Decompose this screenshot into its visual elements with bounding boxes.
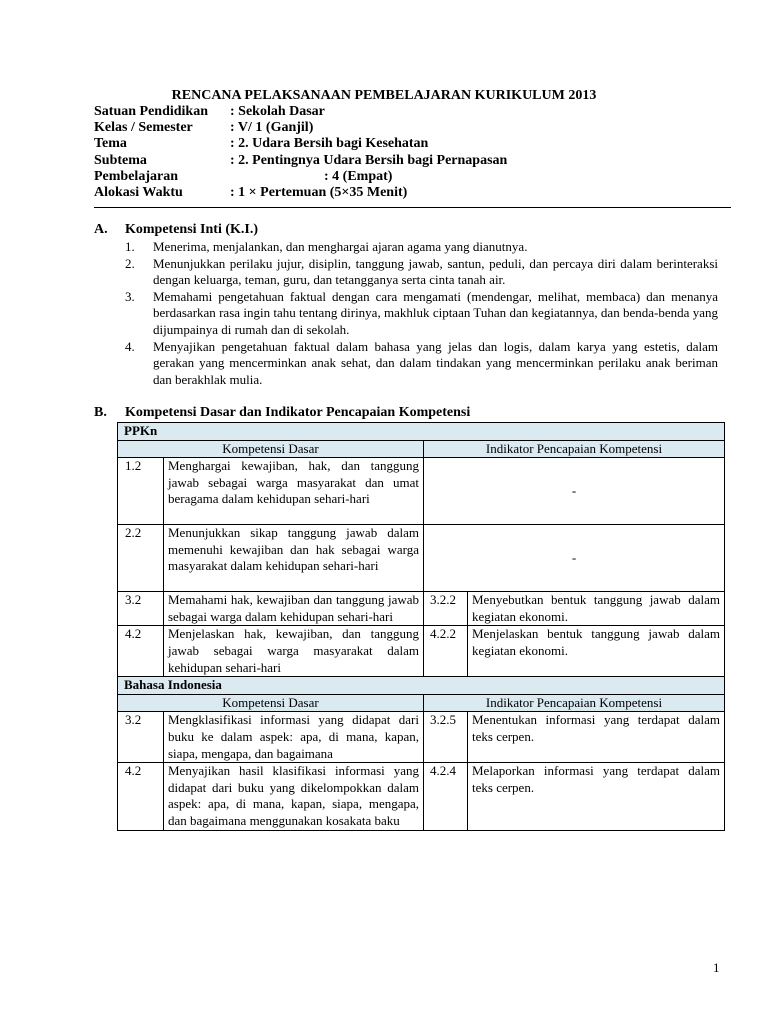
list-number: 2. [125,255,135,271]
kd-text: Memahami hak, kewajiban dan tanggung jawab sebagai warga dalam kehidupan sehari-hari [164,592,424,626]
identity-label: Satuan Pendidikan [94,104,208,119]
kompetensi-inti-list [125,239,718,388]
table-row [118,712,725,763]
column-header-kd: Kompetensi Dasar [118,694,424,712]
kd-number: 4.2 [118,763,164,830]
kd-number: 4.2 [118,626,164,677]
identity-block [94,104,734,201]
list-text: Menyajikan pengetahuan faktual dalam bahasa yang jelas dan logis, dalam karya yang estetis, dalam gerakan yang mencerminkan anak sehat, dan dalam tindakan yang mencerminkan perilaku anak beriman dan berakhlak mulia. [153,338,718,387]
list-number: 4. [125,338,135,354]
identity-label: Subtema [94,152,147,168]
identity-row [94,169,734,185]
horizontal-rule [94,207,731,208]
identity-row [94,153,734,169]
identity-value: : 4 (Empat) [324,168,393,184]
identity-label: Alokasi Waktu [94,184,183,200]
section-title: Kompetensi Dasar dan Indikator Pencapaian Kompetensi [125,405,471,420]
subject-name: PPKn [118,423,725,441]
table-row [118,592,725,626]
identity-value: : 2. Pentingnya Udara Bersih bagi Pernapasan [230,152,508,168]
list-number: 1. [125,239,135,254]
identity-value: : Sekolah Dasar [230,104,325,119]
list-text: Menunjukkan perilaku jujur, disiplin, tanggung jawab, santun, peduli, dan percaya diri dalam berinteraksi dengan keluarga, teman, guru, dan tetangganya serta cinta tanah air. [153,255,718,288]
indicator-number: 4.2.2 [424,626,468,677]
indicator-text: - [424,458,725,525]
kompetensi-dasar-table [117,422,725,831]
indicator-text: Menyebutkan bentuk tanggung jawab dalam kegiatan ekonomi. [468,592,725,626]
table-row [118,763,725,830]
kd-number: 2.2 [118,525,164,592]
indicator-number: 3.2.5 [424,712,468,763]
indicator-text: - [424,525,725,592]
list-text: Memahami pengetahuan faktual dengan cara mengamati (mendengar, melihat, membaca) dan menanya berdasarkan rasa ingin tahu tentang dirinya, makhluk ciptaan Tuhan dan kegiatannya, dan benda-benda yang dijumpainya di rumah dan di sekolah. [153,288,718,337]
section-letter: B. [94,405,107,420]
table-row [118,525,725,592]
page-number: 1 [713,960,720,975]
list-item [125,239,718,256]
indicator-number: 4.2.4 [424,763,468,830]
identity-value: : 2. Udara Bersih bagi Kesehatan [230,136,429,152]
identity-row [94,104,734,120]
subject-row [118,677,725,695]
identity-label: Pembelajaran [94,168,178,184]
identity-label: Kelas / Semester [94,120,193,136]
table-row [118,626,725,677]
list-text: Menerima, menjalankan, dan menghargai ajaran agama yang dianutnya. [153,239,528,254]
list-number: 3. [125,288,135,304]
document-title: RENCANA PELAKSANAAN PEMBELAJARAN KURIKULUM 2013 [171,88,597,103]
section-a-heading [94,222,258,238]
kd-number: 3.2 [118,592,164,626]
section-letter: A. [94,222,108,237]
indicator-number: 3.2.2 [424,592,468,626]
indicator-text: Menentukan informasi yang terdapat dalam teks cerpen. [468,712,725,763]
identity-value: : 1 × Pertemuan (5×35 Menit) [230,184,408,200]
kd-text: Menunjukkan sikap tanggung jawab dalam memenuhi kewajiban dan hak sebagai warga masyarakat dalam kehidupan sehari-hari [164,525,424,592]
kd-text: Menyajikan hasil klasifikasi informasi yang didapat dari buku yang dikelompokkan dalam aspek: apa, di mana, kapan, siapa, mengapa, dan bagaimana menggunakan kosakata baku [164,763,424,830]
identity-row [94,185,734,201]
kd-number: 3.2 [118,712,164,763]
kd-text: Menjelaskan hak, kewajiban, dan tanggung jawab sebagai warga masyarakat dalam kehidupan sehari-hari [164,626,424,677]
column-header-indicator: Indikator Pencapaian Kompetensi [424,440,725,458]
subject-name: Bahasa Indonesia [118,677,725,695]
indicator-text: Menjelaskan bentuk tanggung jawab dalam kegiatan ekonomi. [468,626,725,677]
table-row [118,458,725,525]
section-b-heading [94,405,470,421]
section-title: Kompetensi Inti (K.I.) [125,222,258,237]
kd-text: Menghargai kewajiban, hak, dan tanggung jawab sebagai warga masyarakat dan umat beragama dalam kehidupan sehari-hari [164,458,424,525]
kd-text: Mengklasifikasi informasi yang didapat dari buku ke dalam aspek: apa, di mana, kapan, siapa, mengapa, dan bagaimana [164,712,424,763]
column-header-kd: Kompetensi Dasar [118,440,424,458]
identity-row [94,120,734,136]
indicator-text: Melaporkan informasi yang terdapat dalam teks cerpen. [468,763,725,830]
list-item [125,256,718,289]
list-item [125,339,718,389]
column-header-indicator: Indikator Pencapaian Kompetensi [424,694,725,712]
table-header-row [118,694,725,712]
identity-value: : V/ 1 (Ganjil) [230,120,314,136]
identity-row [94,136,734,152]
table-header-row [118,440,725,458]
subject-row [118,423,725,441]
list-item [125,289,718,339]
identity-label: Tema [94,136,127,152]
kd-number: 1.2 [118,458,164,525]
